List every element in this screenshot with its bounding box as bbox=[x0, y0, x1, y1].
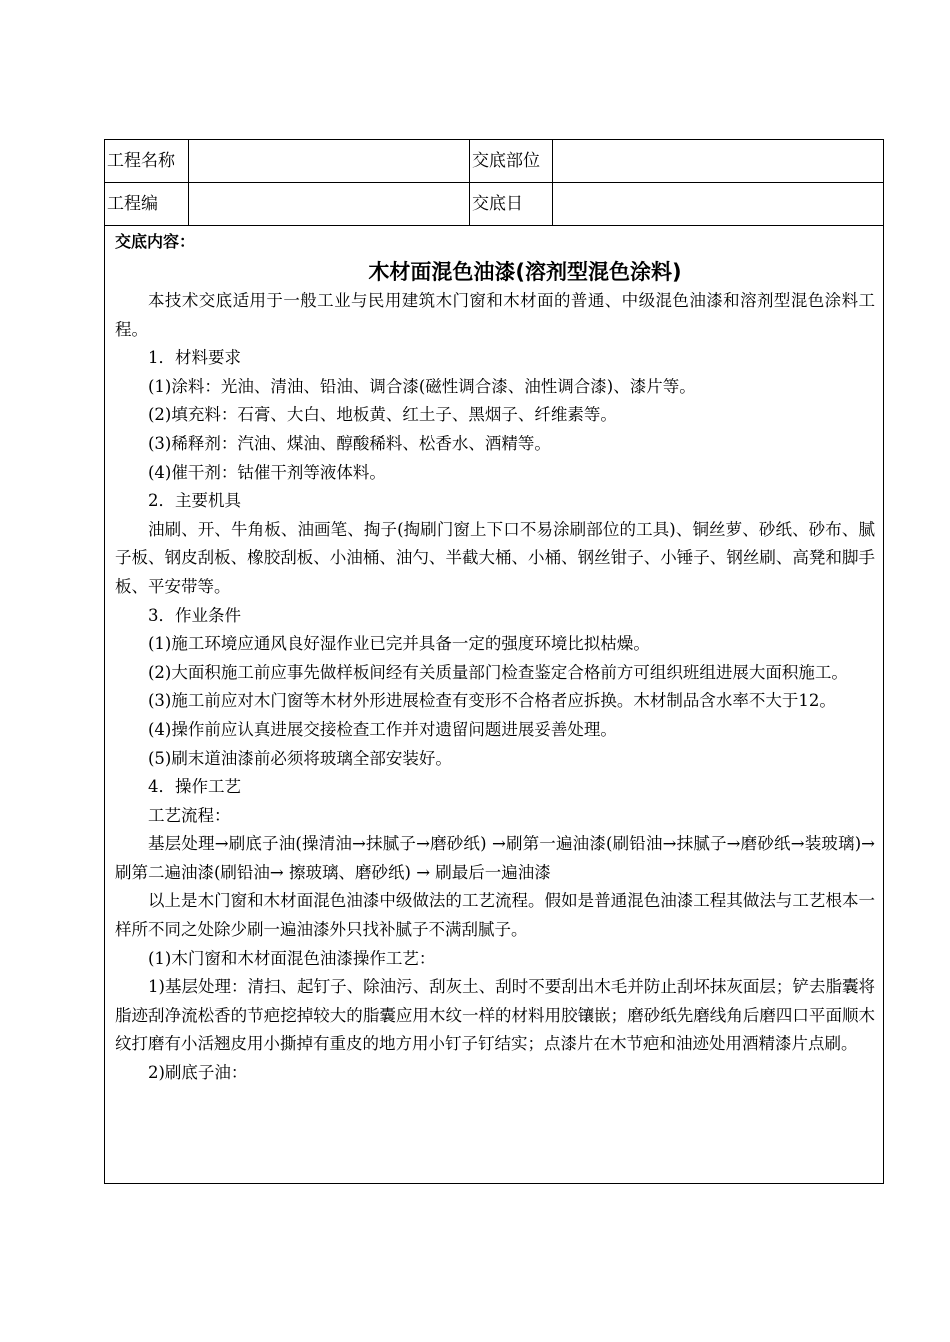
paragraph: (5)刷末道油漆前必须将玻璃全部安装好。 bbox=[148, 748, 452, 768]
section-heading: 1．材料要求 bbox=[148, 348, 241, 368]
paragraph: (1)施工环境应通风良好湿作业已完并具备一定的强度环境比拟枯燥。 bbox=[148, 634, 650, 654]
paragraph: (3)稀释剂：汽油、煤油、醇酸稀料、松香水、酒精等。 bbox=[148, 433, 551, 453]
project-number-value[interactable] bbox=[189, 183, 470, 225]
content-label: 交底内容： bbox=[115, 232, 196, 251]
section-heading: 3．作业条件 bbox=[148, 605, 241, 625]
disclosure-date-label: 交底日 bbox=[470, 183, 553, 225]
process-flow: 基层处理→刷底子油(操清油→抹腻子→磨砂纸) →刷第一遍油漆(刷铅油→抹腻子→磨砂纸→装玻璃)→刷第二遍油漆(刷铅油→ 擦玻璃、磨砂纸) → 刷最后一遍油漆 bbox=[115, 834, 875, 882]
paragraph: (4)催干剂：钴催干剂等液体料。 bbox=[148, 462, 386, 482]
disclosure-location-value[interactable] bbox=[553, 140, 883, 182]
content-body bbox=[115, 227, 875, 1088]
paragraph: 以上是木门窗和木材面混色油漆中级做法的工艺流程。假如是普通混色油漆工程其做法与工艺根本一样所不同之处除少刷一遍油漆外只找补腻子不满刮腻子。 bbox=[115, 891, 875, 940]
paragraph: 2)刷底子油： bbox=[148, 1063, 248, 1083]
project-name-value[interactable] bbox=[189, 140, 470, 182]
paragraph: 工艺流程： bbox=[148, 805, 231, 825]
paragraph: (2)大面积施工前应事先做样板间经有关质量部门检查鉴定合格前方可组织班组进展大面积施工。 bbox=[148, 662, 848, 682]
disclosure-location-label: 交底部位 bbox=[470, 140, 553, 182]
paragraph: 油刷、开、牛角板、油画笔、掏子(掏刷门窗上下口不易涂刷部位的工具)、铜丝萝、砂纸、砂布、腻子板、钢皮刮板、橡胶刮板、小油桶、油勺、半截大桶、小桶、钢丝钳子、小锤子、钢丝刷、高凳和脚手板、平安带等。 bbox=[115, 519, 875, 596]
section-heading: 2．主要机具 bbox=[148, 491, 241, 511]
header-row-1 bbox=[105, 140, 883, 183]
paragraph: (3)施工前应对木门窗等木材外形进展检查有变形不合格者应拆换。木材制品含水率不大于12。 bbox=[148, 691, 836, 711]
paragraph: (4)操作前应认真进展交接检查工作并对遗留问题进展妥善处理。 bbox=[148, 719, 617, 739]
section-heading: 4．操作工艺 bbox=[148, 777, 241, 797]
disclosure-form bbox=[104, 139, 884, 1184]
disclosure-date-value[interactable] bbox=[553, 183, 883, 225]
paragraph: 本技术交底适用于一般工业与民用建筑木门窗和木材面的普通、中级混色油漆和溶剂型混色涂料工程。 bbox=[115, 291, 875, 339]
header-row-2 bbox=[105, 183, 883, 226]
paragraph: (1)木门窗和木材面混色油漆操作工艺： bbox=[148, 948, 436, 968]
document-title: 木材面混色油漆(溶剂型混色涂料) bbox=[368, 260, 682, 284]
project-number-label: 工程编 bbox=[105, 183, 189, 225]
paragraph: (1)涂料：光油、清油、铅油、调合漆(磁性调合漆、油性调合漆)、漆片等。 bbox=[148, 376, 696, 396]
project-name-label: 工程名称 bbox=[105, 140, 189, 182]
paragraph: 1)基层处理：清扫、起钉子、除油污、刮灰土、刮时不要刮出木毛并防止刮坏抹灰面层；铲去脂囊将脂迹刮净流松香的节疤挖掉较大的脂囊应用木纹一样的材料用胶镶嵌；磨砂纸先磨线角后磨四口平面顺木纹打磨有小活翘皮用小撕掉有重皮的地方用小钉子钉结实；点漆片在木节疤和油迹处用酒精漆片点刷。 bbox=[115, 977, 875, 1054]
paragraph: (2)填充料：石膏、大白、地板黄、红土子、黑烟子、纤维素等。 bbox=[148, 405, 617, 425]
